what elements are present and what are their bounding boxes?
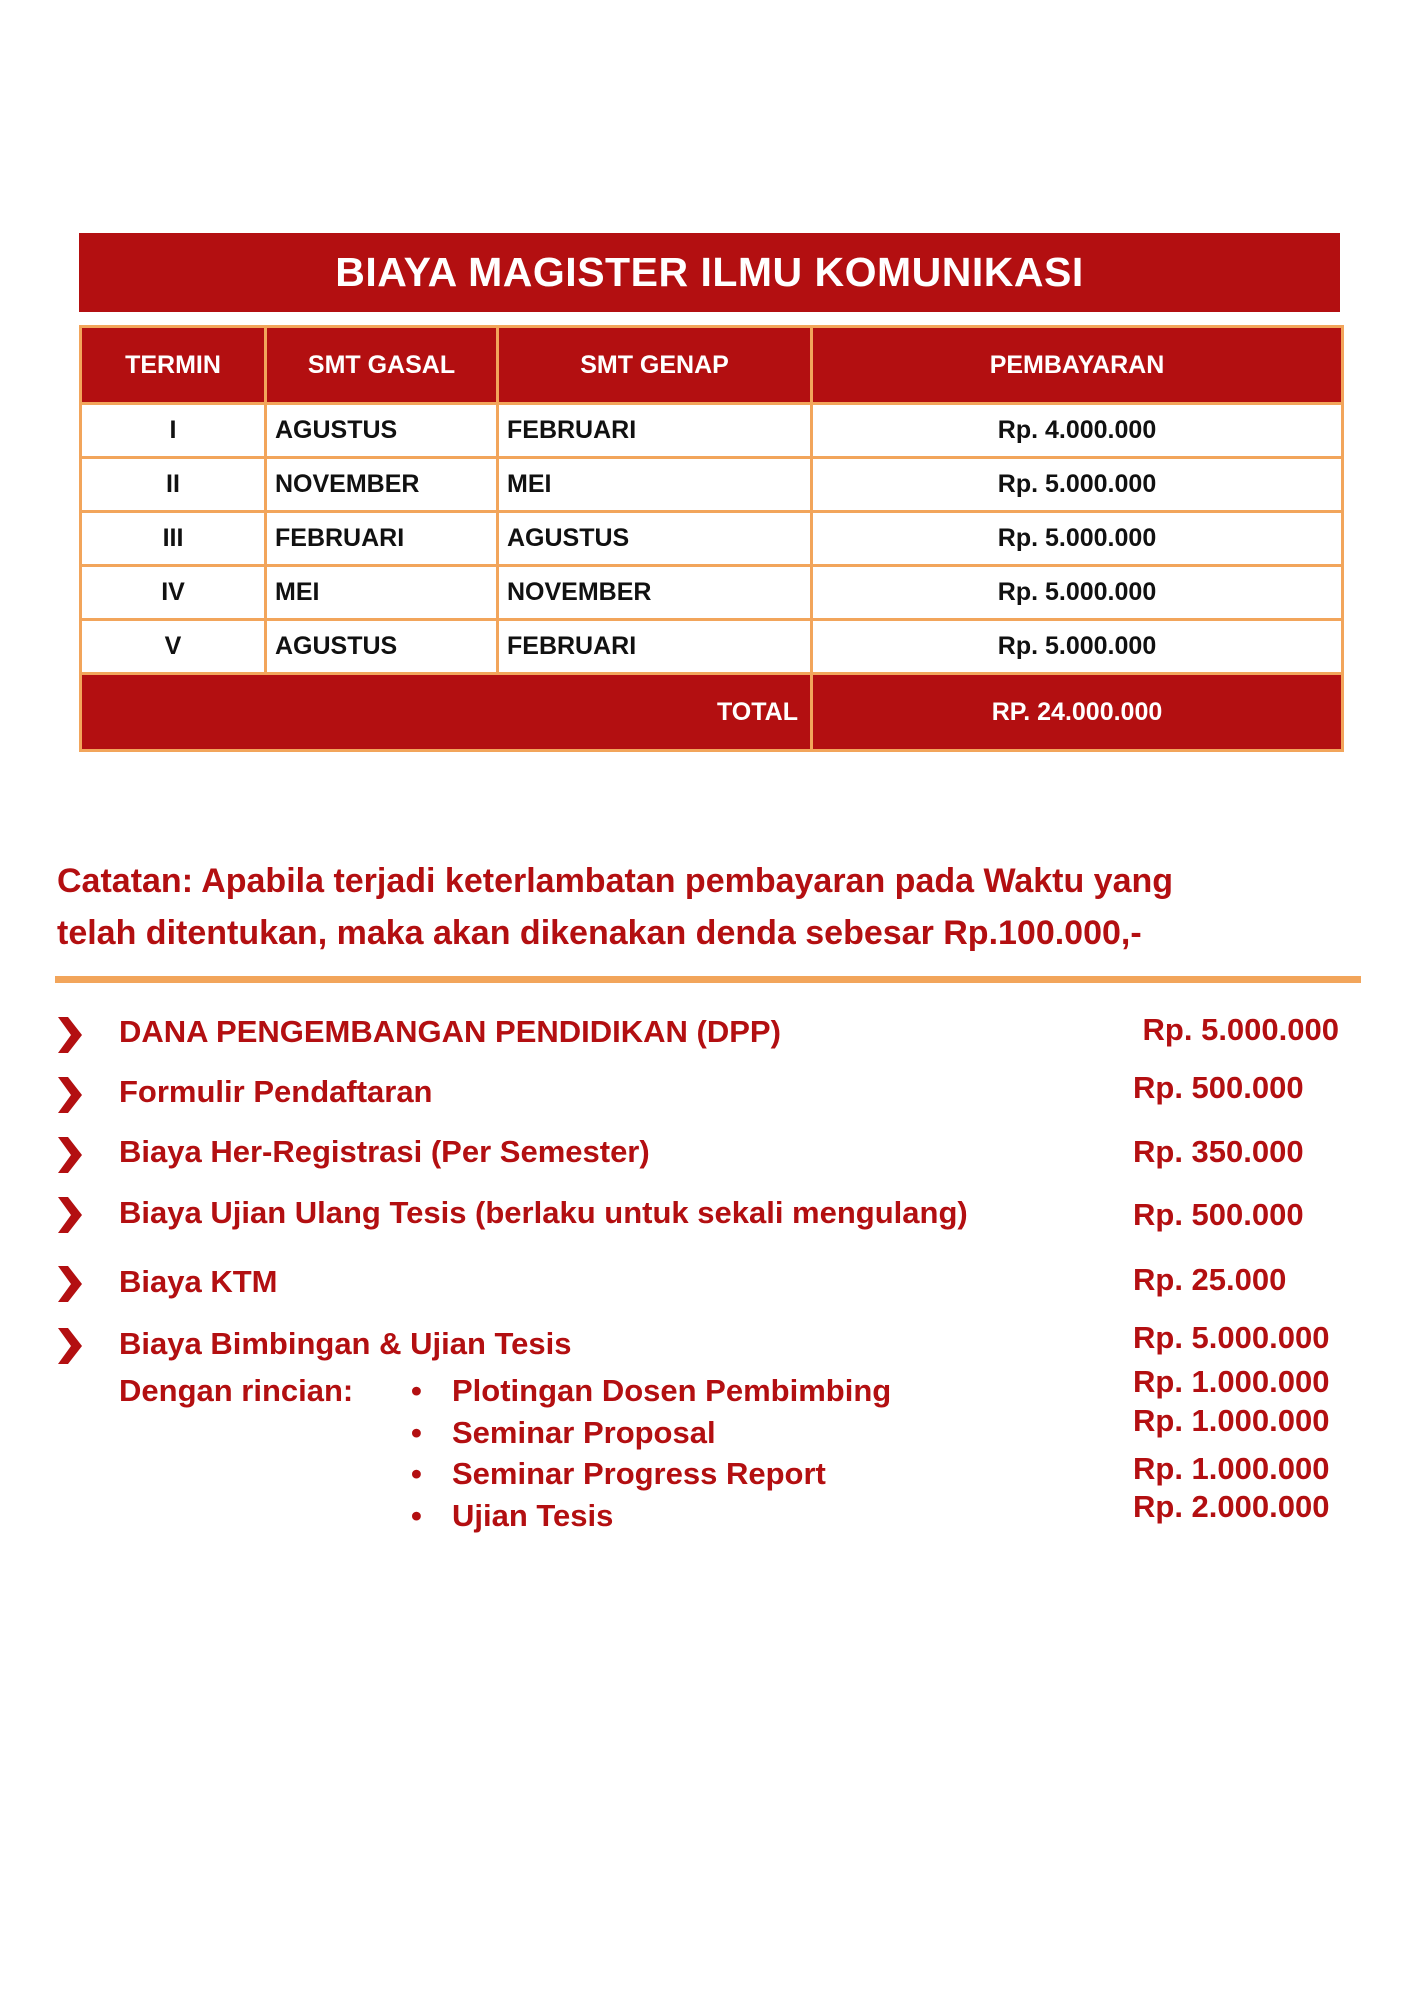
fee-price-ktm: Rp. 25.000 (1133, 1262, 1287, 1297)
cell-smt-genap: NOVEMBER (498, 566, 812, 620)
fee-price-bimbingan: Rp. 5.000.000 (1133, 1320, 1330, 1355)
cell-smt-gasal: MEI (266, 566, 498, 620)
fee-price-formulir: Rp. 500.000 (1133, 1070, 1304, 1105)
cell-smt-genap: FEBRUARI (498, 404, 812, 458)
cell-termin: V (81, 620, 266, 674)
page-title: BIAYA MAGISTER ILMU KOMUNIKASI (79, 233, 1340, 312)
bullet-icon: • (411, 1456, 422, 1491)
detail-item-seminar-proposal: Seminar Proposal (452, 1415, 716, 1450)
cell-smt-gasal: FEBRUARI (266, 512, 498, 566)
cell-termin: IV (81, 566, 266, 620)
detail-item-plotingan: Plotingan Dosen Pembimbing (452, 1373, 892, 1408)
fee-label-dpp: DANA PENGEMBANGAN PENDIDIKAN (DPP) (119, 1014, 781, 1049)
detail-price-plotingan: Rp. 1.000.000 (1133, 1364, 1330, 1399)
cell-pembayaran: Rp. 5.000.000 (812, 620, 1343, 674)
cell-pembayaran: Rp. 5.000.000 (812, 512, 1343, 566)
header-termin: TERMIN (81, 327, 266, 404)
header-smt-genap: SMT GENAP (498, 327, 812, 404)
detail-item-ujian-tesis: Ujian Tesis (452, 1498, 614, 1533)
cell-smt-gasal: AGUSTUS (266, 404, 498, 458)
late-payment-note (57, 855, 1357, 959)
divider (55, 976, 1361, 983)
table-row (81, 512, 1343, 566)
table-total-row (81, 674, 1343, 751)
detail-label: Dengan rincian: (119, 1373, 354, 1408)
cell-smt-genap: AGUSTUS (498, 512, 812, 566)
cell-smt-genap: FEBRUARI (498, 620, 812, 674)
cell-termin: II (81, 458, 266, 512)
total-label: TOTAL (81, 674, 812, 751)
bullet-icon: • (411, 1415, 422, 1450)
fee-label-her-registrasi: Biaya Her-Registrasi (Per Semester) (119, 1134, 650, 1169)
table-row (81, 566, 1343, 620)
total-value: RP. 24.000.000 (812, 674, 1343, 751)
cell-termin: I (81, 404, 266, 458)
fee-label-bimbingan: Biaya Bimbingan & Ujian Tesis (119, 1326, 572, 1361)
table-row (81, 620, 1343, 674)
bullet-icon: • (411, 1498, 422, 1533)
fee-table (79, 325, 1344, 752)
detail-price-seminar-progress: Rp. 1.000.000 (1133, 1451, 1330, 1486)
fee-price-dpp: Rp. 5.000.000 (1142, 1012, 1339, 1047)
header-smt-gasal: SMT GASAL (266, 327, 498, 404)
detail-item-seminar-progress: Seminar Progress Report (452, 1456, 826, 1491)
note-line-2: telah ditentukan, maka akan dikenakan denda sebesar Rp.100.000,- (57, 914, 1142, 952)
cell-pembayaran: Rp. 5.000.000 (812, 566, 1343, 620)
cell-pembayaran: Rp. 5.000.000 (812, 458, 1343, 512)
cell-smt-genap: MEI (498, 458, 812, 512)
chevron-right-icon (58, 1328, 82, 1364)
fee-price-her-registrasi: Rp. 350.000 (1133, 1134, 1304, 1169)
fee-label-ujian-ulang: Biaya Ujian Ulang Tesis (berlaku untuk sekali mengulang) (119, 1195, 968, 1230)
note-line-1: Catatan: Apabila terjadi keterlambatan pembayaran pada Waktu yang (57, 862, 1174, 900)
fee-label-formulir: Formulir Pendaftaran (119, 1074, 433, 1109)
cell-pembayaran: Rp. 4.000.000 (812, 404, 1343, 458)
fee-price-ujian-ulang: Rp. 500.000 (1133, 1197, 1304, 1232)
cell-smt-gasal: NOVEMBER (266, 458, 498, 512)
table-row (81, 458, 1343, 512)
table-row (81, 404, 1343, 458)
chevron-right-icon (58, 1017, 82, 1053)
chevron-right-icon (58, 1266, 82, 1302)
table-header-row (81, 327, 1343, 404)
chevron-right-icon (58, 1137, 82, 1173)
bullet-icon: • (411, 1373, 422, 1408)
cell-smt-gasal: AGUSTUS (266, 620, 498, 674)
cell-termin: III (81, 512, 266, 566)
chevron-right-icon (58, 1197, 82, 1233)
detail-price-ujian-tesis: Rp. 2.000.000 (1133, 1489, 1330, 1524)
header-pembayaran: PEMBAYARAN (812, 327, 1343, 404)
fee-label-ktm: Biaya KTM (119, 1264, 278, 1299)
chevron-right-icon (58, 1077, 82, 1113)
detail-price-seminar-proposal: Rp. 1.000.000 (1133, 1403, 1330, 1438)
